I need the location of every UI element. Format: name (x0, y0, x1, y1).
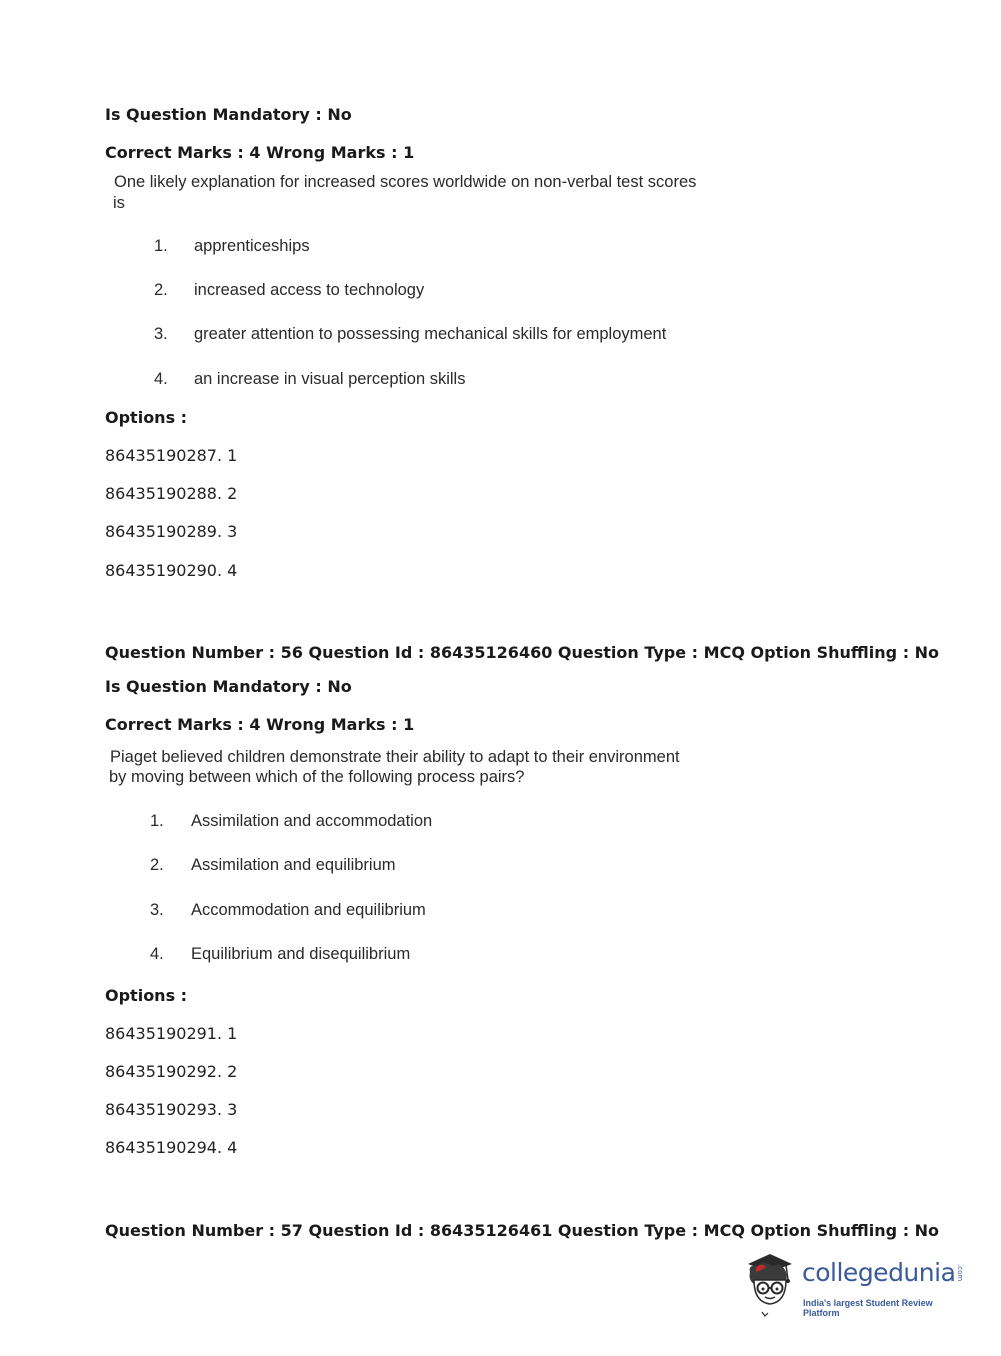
q56-stem-line1: Piaget believed children demonstrate their ability to adapt to their environment (110, 748, 680, 766)
q55-mandatory: Is Question Mandatory : No (105, 105, 352, 124)
q55-choice-2-number: 2. (154, 281, 168, 299)
q55-option-4: 86435190290. 4 (105, 561, 238, 580)
q55-stem-line1: One likely explanation for increased scores worldwide on non-verbal test scores (114, 173, 697, 191)
q55-option-3: 86435190289. 3 (105, 522, 238, 541)
q55-choice-2-text: increased access to technology (194, 281, 425, 299)
q56-choice-1-number: 1. (150, 812, 164, 830)
q55-choice-4-text: an increase in visual perception skills (194, 370, 466, 388)
q55-options-label: Options : (105, 408, 188, 427)
q56-header: Question Number : 56 Question Id : 86435126460 Question Type : MCQ Option Shuffling : No (105, 643, 940, 662)
collegedunia-logo (740, 1250, 970, 1320)
q56-choice-3-number: 3. (150, 901, 164, 919)
q55-marks: Correct Marks : 4 Wrong Marks : 1 (105, 143, 415, 162)
q56-choice-2-text: Assimilation and equilibrium (191, 856, 396, 874)
q55-option-2: 86435190288. 2 (105, 484, 238, 503)
q56-choice-1-text: Assimilation and accommodation (191, 812, 433, 830)
q55-option-1: 86435190287. 1 (105, 446, 238, 465)
q56-stem-line2: by moving between which of the following process pairs? (109, 768, 525, 786)
q55-choice-3-text: greater attention to possessing mechanical skills for employment (194, 325, 667, 343)
q55-choice-1-number: 1. (154, 237, 168, 255)
q56-choice-4-number: 4. (150, 945, 164, 963)
q55-choice-1-text: apprenticeships (194, 237, 310, 255)
q56-choice-3-text: Accommodation and equilibrium (191, 901, 426, 919)
q55-choice-3-number: 3. (154, 325, 168, 343)
q56-option-3: 86435190293. 3 (105, 1100, 238, 1119)
brand-name: collegedunia (802, 1258, 956, 1287)
q55-choice-4-number: 4. (154, 370, 168, 388)
q56-mandatory: Is Question Mandatory : No (105, 677, 352, 696)
q56-options-label: Options : (105, 986, 188, 1005)
q56-option-4: 86435190294. 4 (105, 1138, 238, 1157)
mascot-icon (740, 1250, 802, 1320)
brand-domain-suffix: .com (956, 1264, 964, 1282)
q56-choice-4-text: Equilibrium and disequilibrium (191, 945, 411, 963)
q55-stem-line2: is (113, 194, 125, 212)
q56-choice-2-number: 2. (150, 856, 164, 874)
q57-header: Question Number : 57 Question Id : 86435126461 Question Type : MCQ Option Shuffling : No (105, 1221, 940, 1240)
q56-option-2: 86435190292. 2 (105, 1062, 238, 1081)
q56-marks: Correct Marks : 4 Wrong Marks : 1 (105, 715, 415, 734)
q56-option-1: 86435190291. 1 (105, 1024, 238, 1043)
brand-tagline: India's largest Student Review Platform (803, 1298, 933, 1318)
